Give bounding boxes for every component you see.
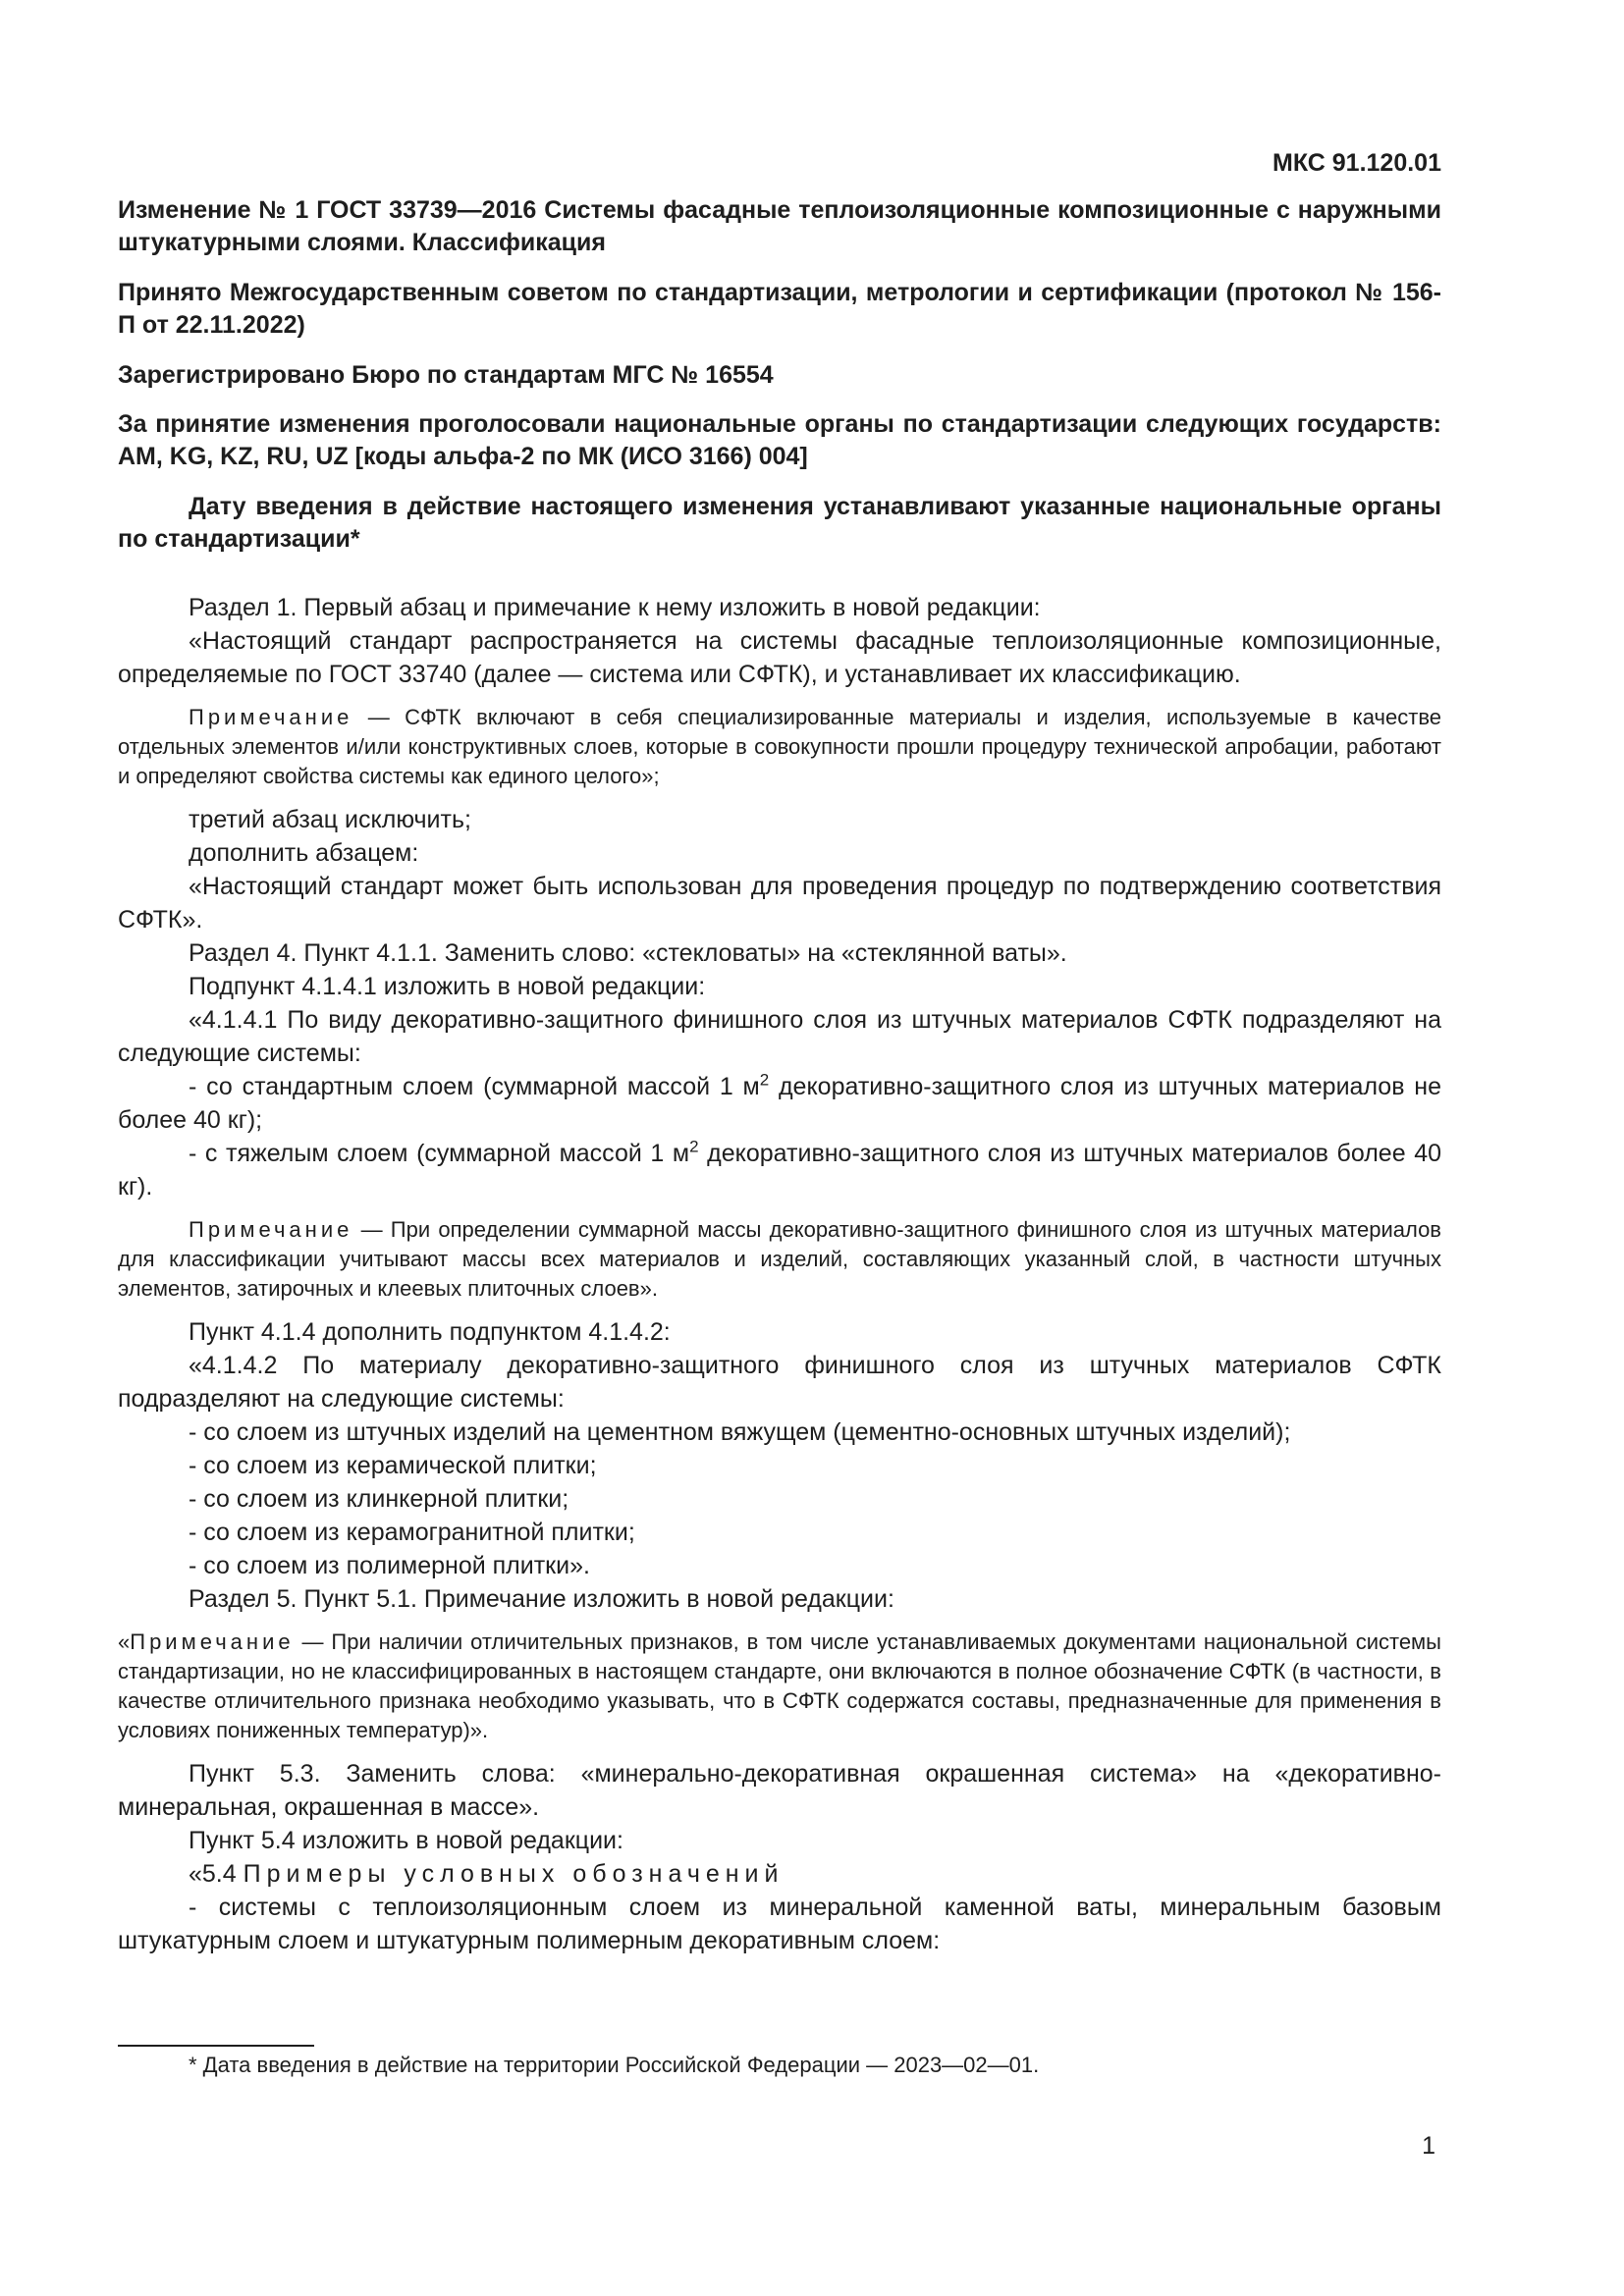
paragraph: Пункт 5.4 изложить в новой редакции: bbox=[189, 1827, 623, 1854]
amendment-body bbox=[118, 591, 1441, 1957]
paragraph: Раздел 5. Пункт 5.1. Примечание изложить в новой редакции: bbox=[189, 1585, 894, 1613]
paragraph bbox=[118, 1857, 1441, 1891]
registration-statement: Зарегистрировано Бюро по стандартам МГС № 16554 bbox=[118, 361, 774, 389]
note-label: Примечание bbox=[130, 1629, 295, 1654]
paragraph: «Настоящий стандарт распространяется на системы фасадные теплоизоляционные композиционные, определяемые по ГОСТ 33740 (далее — система или СФТК), и устанавливает их классификацию. bbox=[118, 627, 1441, 688]
footnote-divider bbox=[118, 2045, 314, 2047]
paragraph bbox=[118, 1137, 1441, 1203]
note bbox=[118, 1215, 1441, 1304]
paragraph: дополнить абзацем: bbox=[189, 839, 419, 867]
paragraph: Раздел 1. Первый абзац и примечание к нему изложить в новой редакции: bbox=[189, 594, 1041, 621]
text-run: - со стандартным слоем (суммарной массой 1 м bbox=[189, 1073, 760, 1100]
paragraph: - системы с теплоизоляционным слоем из минеральной каменной ваты, минеральным базовым штукатурным слоем и штукатурным полимерным декоративным слоем: bbox=[118, 1894, 1441, 1954]
paragraph: Подпункт 4.1.4.1 изложить в новой редакции: bbox=[189, 973, 706, 1000]
list-item: - со слоем из полимерной плитки». bbox=[189, 1552, 590, 1579]
paragraph: Раздел 4. Пункт 4.1.1. Заменить слово: «стекловаты» на «стеклянной ваты». bbox=[189, 939, 1067, 967]
list-item: - со слоем из керамической плитки; bbox=[189, 1452, 597, 1479]
paragraph: Пункт 4.1.4 дополнить подпунктом 4.1.4.2: bbox=[189, 1318, 671, 1346]
list-item: - со слоем из штучных изделий на цементном вяжущем (цементно-основных штучных изделий); bbox=[189, 1418, 1291, 1446]
text-run: «5.4 bbox=[189, 1860, 244, 1888]
note bbox=[118, 703, 1441, 791]
paragraph bbox=[118, 1070, 1441, 1137]
text-run: декоративно-защитного слоя из штучных материалов более 40 кг). bbox=[118, 1140, 1441, 1201]
paragraph: «4.1.4.1 По виду декоративно-защитного финишного слоя из штучных материалов СФТК подразделяют на следующие системы: bbox=[118, 1006, 1441, 1067]
footnote: * Дата введения в действие на территории Российской Федерации — 2023—02—01. bbox=[189, 2053, 1040, 2077]
effective-date-statement: Дату введения в действие настоящего изменения устанавливают указанные национальные органы по стандартизации* bbox=[118, 493, 1441, 553]
note-label: Примечание bbox=[189, 705, 353, 729]
note bbox=[118, 1628, 1441, 1745]
list-item: - со слоем из клинкерной плитки; bbox=[189, 1485, 569, 1513]
paragraph: «Настоящий стандарт может быть использован для проведения процедур по подтверждению соответствия СФТК». bbox=[118, 873, 1441, 934]
paragraph: третий абзац исключить; bbox=[189, 806, 471, 833]
superscript: 2 bbox=[759, 1070, 770, 1090]
note-text: — При определении суммарной массы декоративно-защитного финишного слоя из штучных материалов для классификации учитывают массы всех материалов и изделий, составляющих указанный слой, в частности штучных элементов, затирочных и клеевых плиточных слоев». bbox=[118, 1217, 1441, 1301]
adopted-statement: Принято Межгосударственным советом по стандартизации, метрологии и сертификации (протокол № 156-П от 22.11.2022) bbox=[118, 279, 1441, 339]
section-heading: Примеры условных обозначений bbox=[243, 1860, 785, 1888]
paragraph: «4.1.4.2 По материалу декоративно-защитного финишного слоя из штучных материалов СФТК подразделяют на следующие системы: bbox=[118, 1352, 1441, 1413]
voting-statement: За принятие изменения проголосовали национальные органы по стандартизации следующих государств: AM, KG, KZ, RU, UZ [коды альфа-2 по МК (ИСО 3166) 004] bbox=[118, 410, 1441, 470]
superscript: 2 bbox=[689, 1137, 699, 1156]
note-text: — При наличии отличительных признаков, в том числе устанавливаемых документами национальной системы стандартизации, но не классифицированных в настоящем стандарте, они включаются в полное обозначение СФТК (в частности, в качестве отличительного признака необходимо указывать, что в СФТК содержатся составы, предназначенные для применения в условиях пониженных температур)». bbox=[118, 1629, 1441, 1742]
text-run: - с тяжелым слоем (суммарной массой 1 м bbox=[189, 1140, 690, 1167]
amendment-title: Изменение № 1 ГОСТ 33739—2016 Системы фасадные теплоизоляционные композиционные с наружными штукатурными слоями. Классификация bbox=[118, 196, 1441, 256]
list-item: - со слоем из керамогранитной плитки; bbox=[189, 1519, 635, 1546]
document-page bbox=[118, 0, 1441, 2296]
note-text: — СФТК включают в себя специализированные материалы и изделия, используемые в качестве отдельных элементов и/или конструктивных слоев, которые в совокупности прошли процедуру технической апробации, работают и определяют свойства системы как единого целого»; bbox=[118, 705, 1441, 788]
page-number: 1 bbox=[1422, 2132, 1435, 2160]
text-run: декоративно-защитного слоя из штучных материалов не более 40 кг); bbox=[118, 1073, 1441, 1134]
paragraph: Пункт 5.3. Заменить слова: «минерально-декоративная окрашенная система» на «декоративно-минеральная, окрашенная в массе». bbox=[118, 1760, 1441, 1821]
mks-code: МКС 91.120.01 bbox=[1272, 149, 1441, 177]
note-label: Примечание bbox=[189, 1217, 353, 1242]
note-quote: « bbox=[118, 1629, 131, 1654]
